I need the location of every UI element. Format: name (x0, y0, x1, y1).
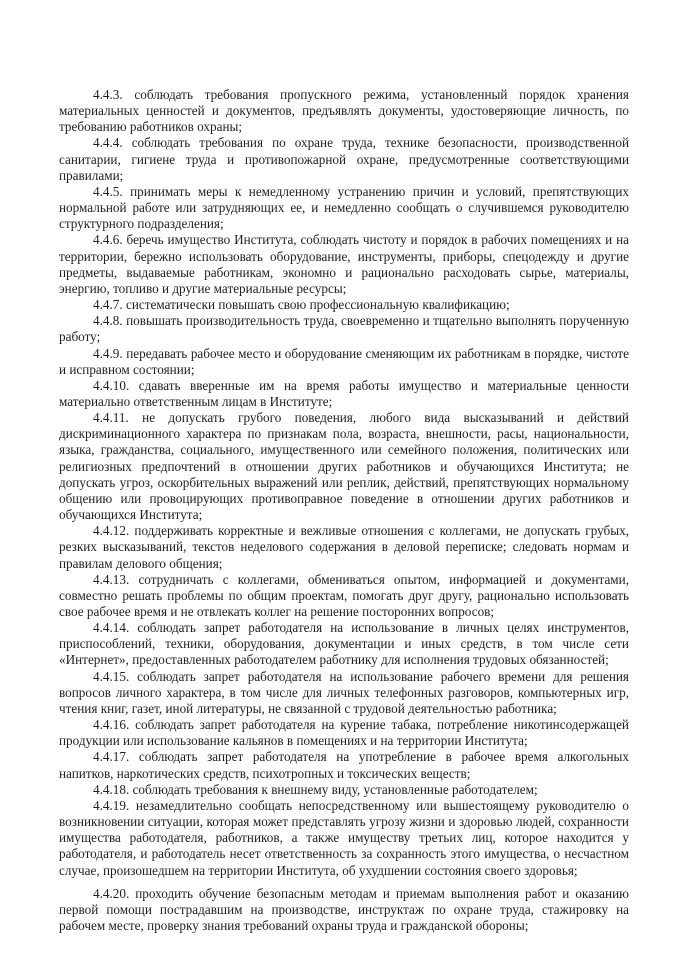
clause-number: 4.4.14. (93, 620, 130, 636)
clause-paragraph (59, 378, 629, 410)
clause-number: 4.4.17. (93, 749, 130, 765)
clause-text: поддерживать корректные и вежливые отношения с коллегами, не допускать грубых, резких высказываний, текстов неделового содержания в деловой переписке; следовать нормам и правилам делового общения; (59, 523, 630, 571)
clause-paragraph (59, 782, 629, 798)
clause-number: 4.4.8. (93, 313, 123, 329)
clause-number: 4.4.4. (93, 135, 123, 151)
clause-text: соблюдать запрет работодателя на использование в личных целях инструментов, приспособлений, техники, оборудования, документации и иных средств, в том числе сети «Интернет», предоставленных работодателем работнику для исполнения трудовых обязанностей; (59, 620, 629, 668)
clause-paragraph (59, 523, 629, 571)
clause-number: 4.4.3. (93, 87, 123, 102)
clause-text: сдавать вверенные им на время работы имущество и материальные ценности материально ответственным лицам в Институте; (59, 377, 629, 409)
clause-paragraph (59, 669, 629, 717)
clause-paragraph (59, 749, 629, 781)
clause-paragraph (59, 135, 629, 183)
clause-paragraph (59, 798, 629, 879)
clause-text: не допускать грубого поведения, любого вида высказываний и действий дискриминационного характера по признакам пола, возраста, внешности, расы, национальности, языка, гражданства, социального, имущественного или семейного положения, политических или религиозных предпочтений в отношении других работников и обучающихся Института; не допускать угроз, оскорбительных выражений или реплик, действий, препятствующих нормальному общению или провоцирующих противоправное поведение в отношении других работников и обучающихся Института; (59, 410, 629, 523)
clause-number: 4.4.12. (93, 523, 130, 539)
clause-text: беречь имущество Института, соблюдать чистоту и порядок в рабочих помещениях и на территории, бережно использовать оборудование, инструменты, приборы, спецодежду и другие предметы, выдаваемые работникам, экономно и рационально расходовать сырье, материалы, энергию, топливо и другие материальные ресурсы; (59, 232, 629, 296)
clause-paragraph (59, 87, 629, 135)
clause-number: 4.4.15. (93, 668, 130, 684)
clause-text: соблюдать требования к внешнему виду, установленные работодателем; (132, 781, 538, 797)
clause-paragraph (59, 313, 629, 345)
clause-number: 4.4.10. (93, 377, 130, 393)
clause-text: соблюдать запрет работодателя на употребление в рабочее время алкогольных напитков, наркотических средств, психотропных и токсических веществ; (59, 749, 629, 781)
clause-number: 4.4.9. (93, 345, 123, 361)
clause-number: 4.4.5. (93, 183, 123, 199)
clause-text: передавать рабочее место и оборудование сменяющим их работникам в порядке, чистоте и исправном состоянии; (59, 345, 630, 377)
clause-text: соблюдать требования пропускного режима, установленный порядок хранения материальных ценностей и документов, предъявлять документы, удостоверяющие личность, по требованию работников охраны; (59, 87, 629, 135)
clause-text: принимать меры к немедленному устранению причин и условий, препятствующих нормальной работе или затрудняющих ее, и немедленно сообщать о случившемся руководителю структурного подразделения; (59, 183, 629, 232)
clause-text: соблюдать запрет работодателя на курение табака, потребление никотинсодержащей продукции или использование кальянов в помещениях и на территории Института; (59, 717, 629, 749)
clause-number: 4.4.11. (93, 410, 129, 426)
clause-number: 4.4.20. (93, 885, 130, 901)
document-body (59, 87, 629, 934)
clause-paragraph (59, 717, 629, 749)
clause-text: проходить обучение безопасным методам и приемам выполнения работ и оказанию первой помощи пострадавшим на производстве, инструктаж по охране труда, стажировку на рабочем месте, проверку знания требований охраны труда и гражданской обороны; (59, 885, 629, 933)
clause-paragraph (59, 620, 629, 668)
clause-text: соблюдать запрет работодателя на использование рабочего времени для решения вопросов личного характера, в том числе для личных телефонных разговоров, компьютерных игр, чтения книг, газет, иной литературы, не связанной с трудовой деятельностью работника; (59, 668, 630, 716)
clause-number: 4.4.18. (93, 781, 130, 797)
clause-number: 4.4.7. (93, 297, 123, 313)
clause-text: незамедлительно сообщать непосредственному или вышестоящему руководителю о возникновении ситуации, которая может представлять угрозу жизни и здоровью людей, сохранности имущества работодателя, работников, а также имуществу третьих лиц, которое находится у работодателя, и работодатель несет ответственность за сохранность этого имущества, о несчастном случае, произошедшем на территории Института, об ухудшении состояния своего здоровья; (59, 797, 630, 878)
clause-paragraph (59, 297, 629, 313)
clause-number: 4.4.19. (93, 797, 130, 813)
clause-number: 4.4.6. (93, 232, 123, 248)
clause-paragraph (59, 232, 629, 297)
clause-paragraph (59, 886, 629, 934)
clause-paragraph (59, 346, 629, 378)
clause-paragraph (59, 572, 629, 620)
clause-number: 4.4.16. (93, 717, 130, 733)
clause-paragraph (59, 184, 629, 232)
clause-number: 4.4.13. (93, 571, 130, 587)
clause-paragraph (59, 410, 629, 523)
clause-text: соблюдать требования по охране труда, технике безопасности, производственной санитарии, гигиене труда и противопожарной охране, предусмотренные соответствующими правилами; (59, 135, 629, 183)
clause-text: сотрудничать с коллегами, обмениваться опытом, информацией и документами, совместно решать проблемы по общим проектам, помогать друг другу, рационально использовать свое рабочее время и не отвлекать коллег на решение посторонних вопросов; (59, 571, 630, 619)
clause-text: систематически повышать свою профессиональную квалификацию; (125, 297, 510, 313)
clause-text: повышать производительность труда, своевременно и тщательно выполнять порученную работу; (59, 313, 629, 345)
